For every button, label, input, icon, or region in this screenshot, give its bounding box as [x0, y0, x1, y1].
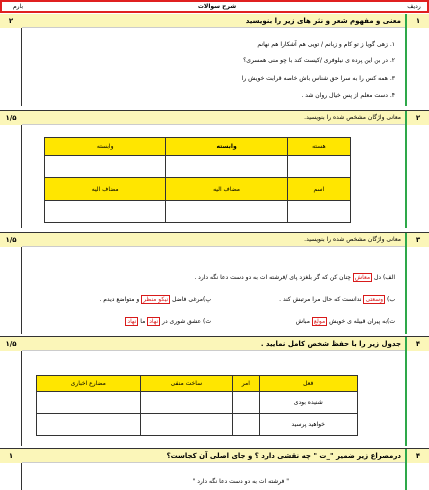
- question-1-score: ۲: [0, 14, 22, 28]
- q4-cell-r1-c3[interactable]: [140, 392, 233, 414]
- question-3: [0, 232, 429, 334]
- question-5: [0, 448, 429, 490]
- question-1: [0, 14, 429, 106]
- q3-boxed-word-th-2: نهاد: [127, 318, 137, 325]
- question-1-number: ۱: [405, 14, 429, 28]
- q3-boxed-word-th-1: نهاد: [149, 318, 159, 325]
- header-row-label: ردیف: [407, 3, 421, 10]
- question-3-item-b: ب) وسعتی ندانست که حال مرا مرتبش کند .: [279, 296, 395, 303]
- q3-boxed-word-b: وسعتی: [365, 296, 384, 303]
- question-1-title: معنی و مفهوم شعر و نثر های زیر را بنویسید: [245, 17, 401, 25]
- question-4-number: ۴: [405, 337, 429, 351]
- q4-cell-r1-c4[interactable]: [37, 392, 141, 414]
- question-1-line-1: ۱. زهی گویا ز تو کام و زبانم / تویی هم آشکارا هم نهانم: [257, 41, 395, 48]
- question-5-number: ۴: [405, 449, 429, 463]
- header-bar: [0, 0, 429, 13]
- q2-header-2: وابسته: [166, 138, 287, 156]
- header-title: شرح سوالات: [197, 3, 237, 10]
- q2-blank-1[interactable]: [287, 156, 350, 178]
- question-2-score: ۱/۵: [0, 111, 22, 125]
- q4-cell-r2-c2[interactable]: [233, 414, 259, 436]
- question-3-number: ۳: [405, 233, 429, 247]
- question-3-score: ۱/۵: [0, 233, 22, 247]
- q4-cell-r2-c3[interactable]: [140, 414, 233, 436]
- question-4-score: ۱/۵: [0, 337, 22, 351]
- question-1-band: [22, 14, 405, 28]
- question-4-title: جدول زیر را با حفظ شخص کامل نمایید .: [260, 340, 401, 348]
- q2-header-3: وابسته: [45, 138, 166, 156]
- question-1-line-4: ۴. دست معلم از پس خیال روان شد .: [301, 92, 395, 99]
- questions-area: [0, 14, 429, 490]
- q4-cell-r1-c1: شنیده بودی: [259, 392, 358, 414]
- q3-boxed-word-p: نیکو منظر: [143, 296, 169, 303]
- question-2-table: [44, 137, 351, 223]
- q2-sub-3: مضاف الیه: [45, 178, 166, 200]
- q3-boxed-word-t: مولع: [313, 318, 326, 325]
- question-1-line-2: ۲. در بن این پرده ی نیلوفری /کیست کند با چو منی همسری؟: [243, 57, 395, 64]
- question-1-line-3: ۳. همه کس را به سرا حق شناس باش خاصه قرابت خویش را: [241, 75, 395, 82]
- question-4-table: [36, 375, 358, 436]
- q2-blank-6[interactable]: [45, 200, 166, 222]
- question-3-item-p: پ)مرغی فاضل نیکو منظر و متواضع دیدم .: [99, 296, 211, 303]
- q2-blank-3[interactable]: [45, 156, 166, 178]
- question-3-item-th: ث) عشق شوری در نهاد ما نهاد: [127, 318, 211, 325]
- question-2: [0, 110, 429, 228]
- q4-header-1: فعل: [259, 376, 358, 392]
- q2-sub-2: مضاف الیه: [166, 178, 287, 200]
- question-3-item-t: ت)به پیران قبیله ی خویش مولع مباش: [295, 318, 395, 325]
- q2-sub-1: اسم: [287, 178, 350, 200]
- q2-blank-2[interactable]: [166, 156, 287, 178]
- question-5-title: درمصراع زیر ضمیر "_ت " چه نقشی دارد ؟ و جای اصلی آن کجاست؟: [166, 452, 401, 460]
- question-2-number: ۲: [405, 111, 429, 125]
- q2-header-1: هسته: [287, 138, 350, 156]
- question-5-score: ۱: [0, 449, 22, 463]
- q2-blank-4[interactable]: [287, 200, 350, 222]
- question-5-line: " فرشته ات به دو دست دعا نگه دارد ": [192, 478, 289, 485]
- question-4: [0, 336, 429, 446]
- q4-header-3: ساخت منفی: [140, 376, 233, 392]
- question-3-item-a: الف) دل معاش چنان کن که گر بلغزد پای /فرشته ات به دو دست دعا نگه دارد .: [194, 274, 395, 281]
- q4-header-4: مضارع اخباری: [37, 376, 141, 392]
- question-2-title: معانی واژگان مشخص شده را بنویسید.: [304, 114, 401, 121]
- q4-cell-r2-c4[interactable]: [37, 414, 141, 436]
- question-3-title: معانی واژگان مشخص شده را بنویسید.: [304, 236, 401, 243]
- q4-cell-r1-c2[interactable]: [233, 392, 259, 414]
- q4-cell-r2-c1: خواهید پرسید: [259, 414, 358, 436]
- q3-boxed-word-a: معاش: [354, 274, 371, 281]
- q4-header-2: امر: [233, 376, 259, 392]
- q2-blank-5[interactable]: [166, 200, 287, 222]
- header-score-label: بارم: [12, 3, 24, 10]
